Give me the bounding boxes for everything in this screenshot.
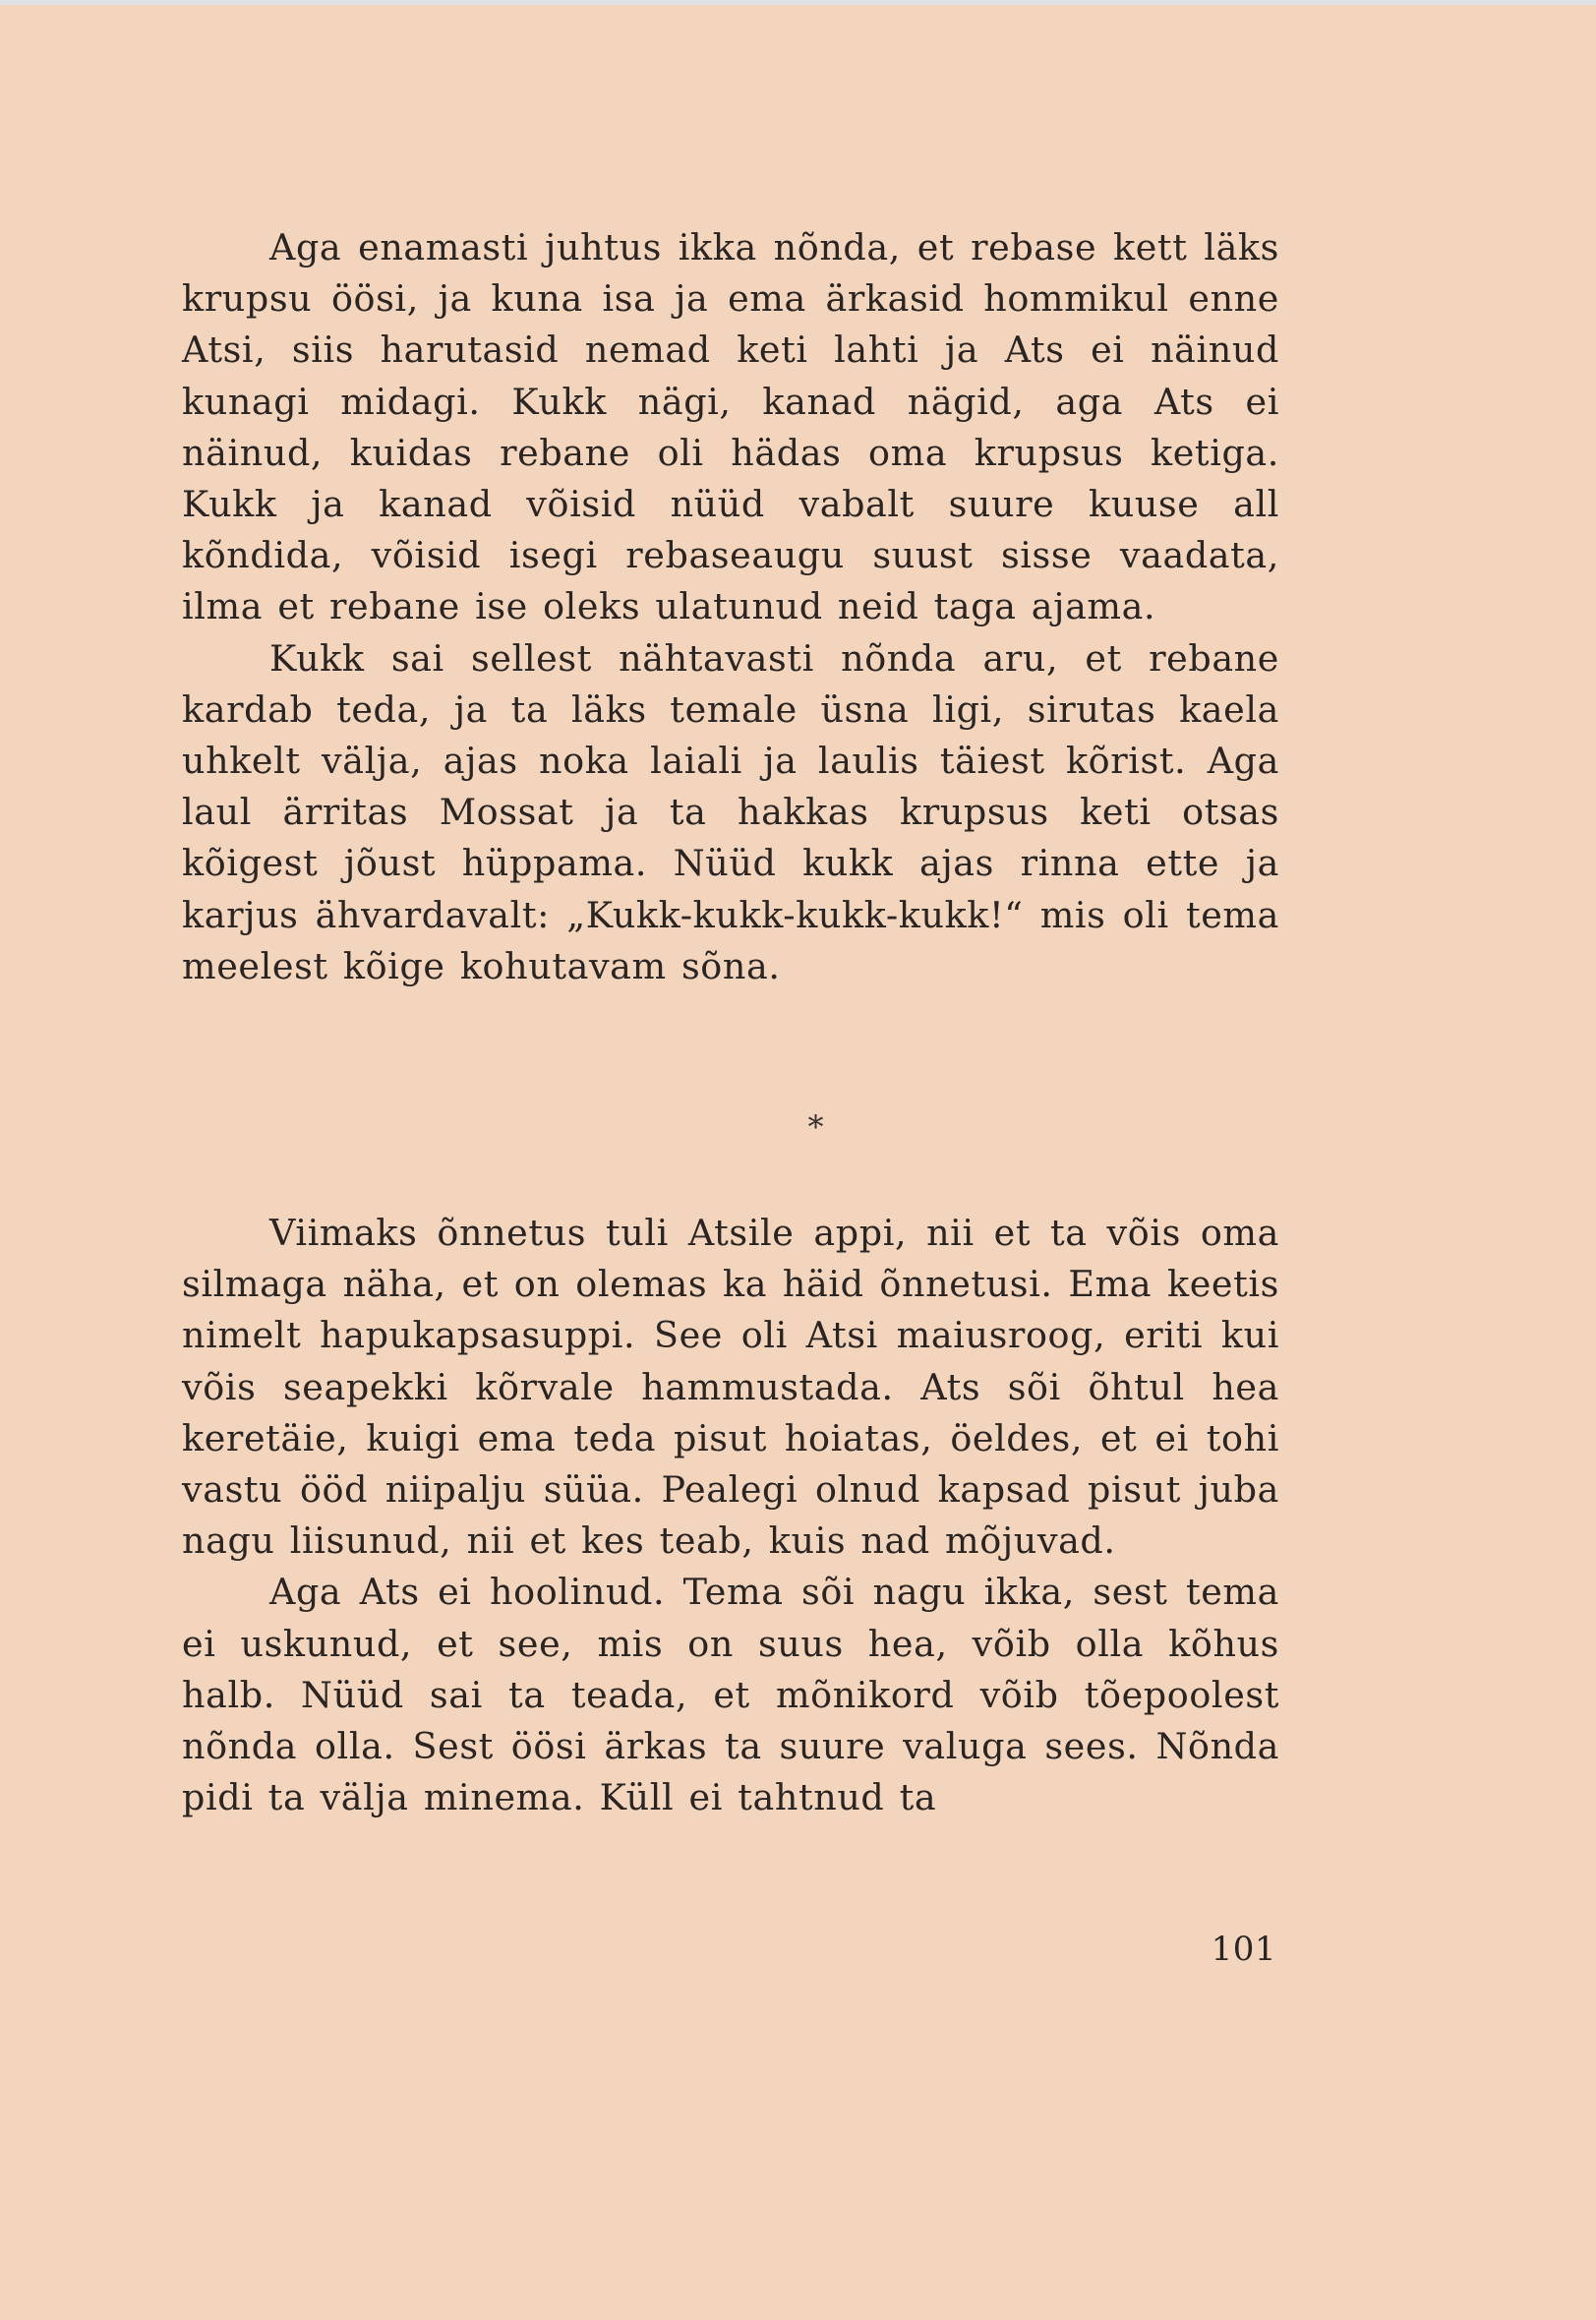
paragraph: Kukk sai sellest nähtavasti nõnda aru, et rebane kardab teda, ja ta läks temale üsna ligi, sirutas kaela uhkelt välja, ajas noka laiali ja laulis täiest kõrist. Aga laul ärritas Mossat ja ta hakkas krupsus keti otsas kõigest jõust hüppama. Nüüd kukk ajas rinna ette ja karjus ähvardavalt: „Kukk-kukk-kukk-kukk!“ mis oli tema meelest kõige kohutavam sõna. — [182, 636, 1279, 987]
page-number: 101 — [1211, 1930, 1276, 1969]
text-block-top — [182, 222, 1279, 992]
paragraph: Aga enamasti juhtus ikka nõnda, et rebase kett läks krupsu öösi, ja kuna isa ja ema ärkasid hommikul enne Atsi, siis harutasid nemad keti lahti ja Ats ei näinud kunagi midagi. Kukk nägi, kanad nägid, aga Ats ei näinud, kuidas rebane oli hädas oma krupsus ketiga. Kukk ja kanad võisid nüüd vabalt suure kuuse all kõndida, võisid isegi rebaseaugu suust sisse vaadata, ilma et rebane ise oleks ulatunud neid taga ajama. — [182, 226, 1279, 628]
paragraph: Aga Ats ei hoolinud. Tema sõi nagu ikka, sest tema ei uskunud, et see, mis on suus hea, võib olla kõhus halb. Nüüd sai ta teada, et mõnikord võib tõepoolest nõnda olla. Sest öösi ärkas ta suure valuga sees. Nõnda pidi ta välja minema. Küll ei tahtnud ta — [182, 1571, 1279, 1819]
paragraph: Viimaks õnnetus tuli Atsile appi, nii et ta võis oma silmaga näha, et on olemas ka häid õnnetusi. Ema keetis nimelt hapukapsasuppi. See oli Atsi maiusroog, eriti kui võis seapekki kõrvale hammustada. Ats sõi õhtul hea keretäie, kuigi ema teda pisut hoiatas, öeldes, et ei tohi vastu ööd niipalju süüa. Pealegi olnud kapsad pisut juba nagu liisunud, nii et kes teab, kuis nad mõjuvad. — [182, 1212, 1279, 1563]
scan-top-edge — [0, 0, 1596, 5]
text-block-bottom — [182, 1208, 1279, 1823]
section-separator: * — [807, 1108, 824, 1146]
